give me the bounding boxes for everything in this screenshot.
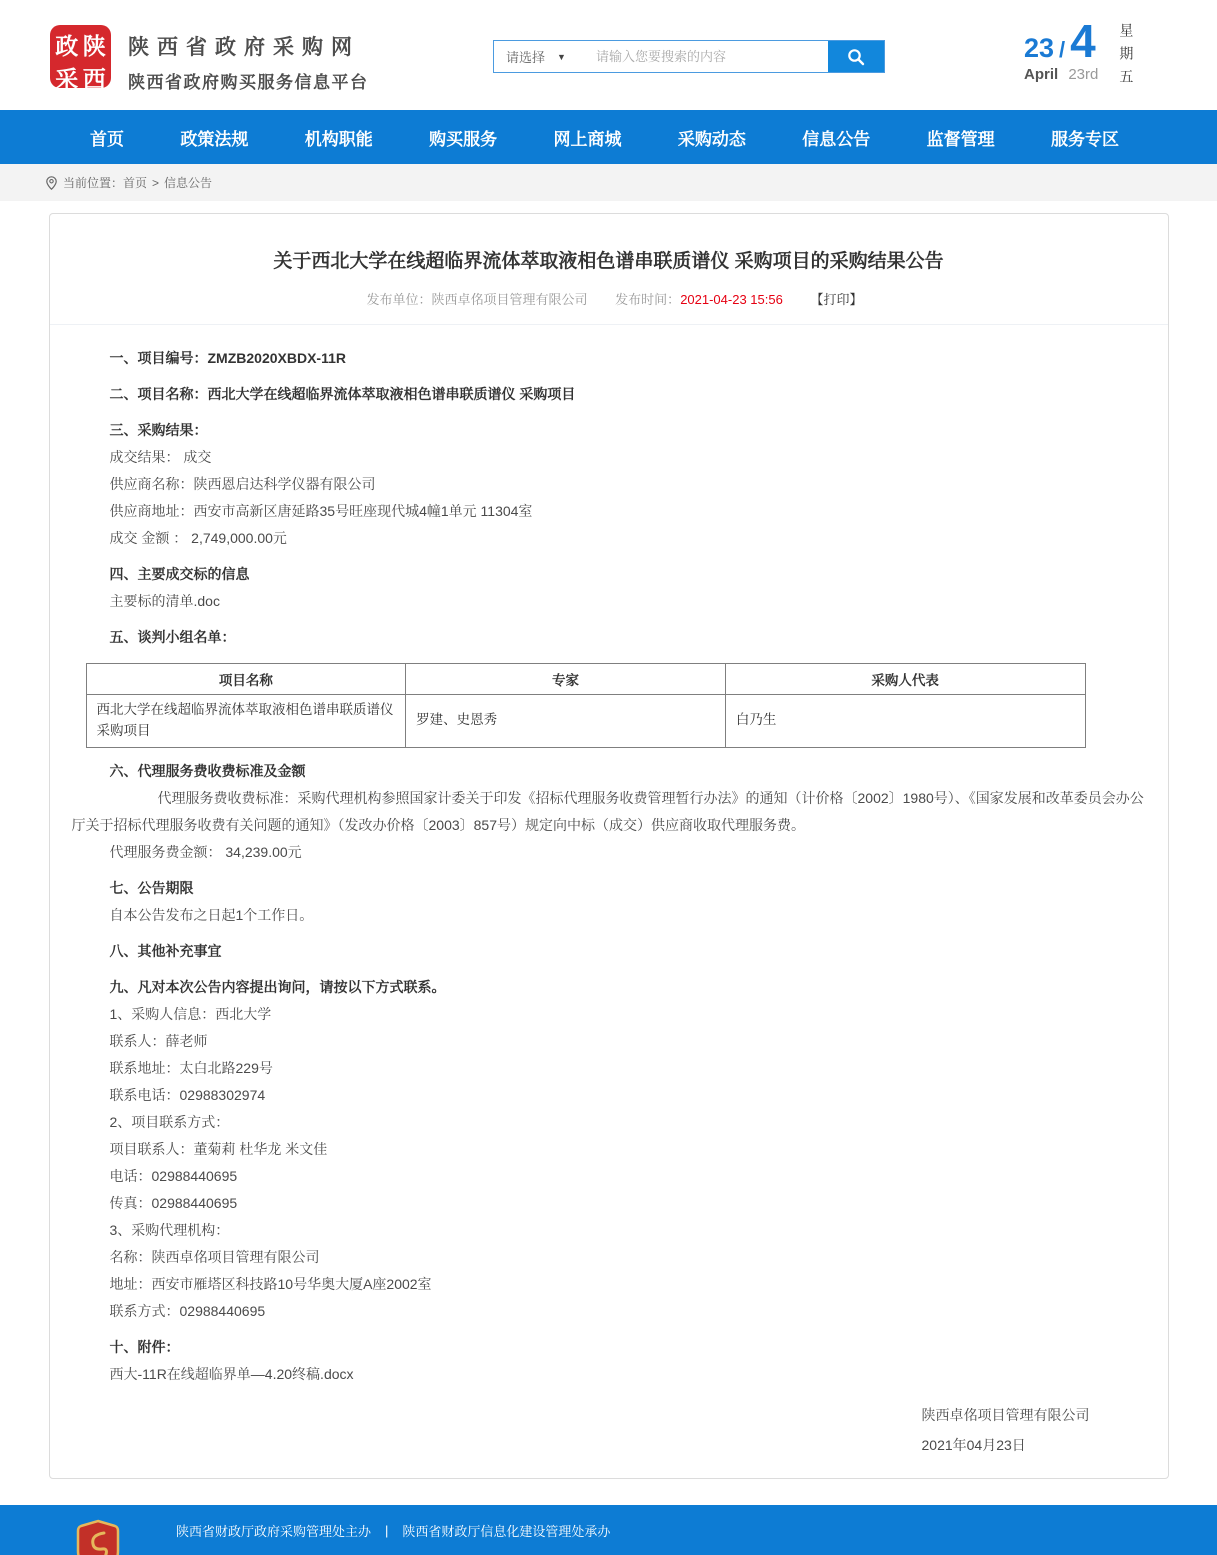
article-body <box>50 345 1168 1388</box>
nav-item-home[interactable]: 首页 <box>90 129 124 149</box>
site-logo[interactable] <box>50 25 111 92</box>
publish-time-value: 2021-04-23 15:56 <box>680 292 783 307</box>
contact-line: 联系方式：02988440695 <box>109 1302 266 1319</box>
contact-line: 联系人：薛老师 <box>109 1032 208 1049</box>
search-icon <box>847 48 865 66</box>
date-main <box>1024 15 1099 92</box>
footer-separator: | <box>385 1522 389 1538</box>
publish-time-label: 发布时间： <box>615 292 681 307</box>
site-footer <box>0 1505 1217 1555</box>
nav-item-functions[interactable]: 机构职能 <box>304 129 373 149</box>
main-content <box>0 213 1217 1479</box>
search-input[interactable] <box>588 41 828 72</box>
section-heading: 二、项目名称：西北大学在线超临界流体萃取液相色谱串联质谱仪 采购项目 <box>109 386 576 402</box>
table-header-experts: 专家 <box>406 664 726 695</box>
body-line: 自本公告发布之日起1个工作日。 <box>109 906 314 923</box>
nav-item-procurement-news[interactable]: 采购动态 <box>677 129 746 149</box>
site-subtitle: 陕西省政府购买服务信息平台 <box>128 73 369 92</box>
section-heading: 三、采购结果： <box>109 422 208 438</box>
attachment-link[interactable]: 主要标的清单.doc <box>109 593 220 609</box>
contact-line: 联系电话：02988302974 <box>109 1086 266 1103</box>
date-month: 4 <box>1070 15 1096 67</box>
chevron-down-icon: ▼ <box>557 51 566 62</box>
section-heading: 四、主要成交标的信息 <box>109 566 250 582</box>
contact-line: 1、采购人信息：西北大学 <box>109 1005 272 1022</box>
contact-line: 项目联系人：董菊莉 杜华龙 米文佳 <box>109 1140 328 1157</box>
nav-item-purchase-services[interactable]: 购买服务 <box>429 129 498 149</box>
search-bar <box>493 40 885 73</box>
section-heading: 七、公告期限 <box>109 879 194 896</box>
section-heading: 八、其他补充事宜 <box>109 942 222 959</box>
contact-line: 传真：02988440695 <box>109 1194 238 1211</box>
search-button[interactable] <box>828 41 884 72</box>
section-heading: 一、项目编号：ZMZB2020XBDX-11R <box>109 350 346 366</box>
site-titles <box>128 31 369 93</box>
nav-item-service-zone[interactable]: 服务专区 <box>1051 129 1119 149</box>
cell-purchaser-rep: 白乃生 <box>725 695 1085 748</box>
breadcrumb <box>0 164 1217 201</box>
print-button[interactable]: 【打印】 <box>810 292 863 307</box>
date-text <box>1024 66 1098 83</box>
body-line: 成交结果： 成交 <box>109 449 212 465</box>
article-meta <box>50 289 1168 325</box>
signature-date: 2021年04月23日 <box>921 1436 1026 1453</box>
footer-emblem <box>75 1519 121 1555</box>
site-header <box>0 0 1217 110</box>
nav-item-online-mall[interactable]: 网上商城 <box>553 129 622 149</box>
publisher <box>367 292 588 307</box>
contact-line: 联系地址：太白北路229号 <box>109 1059 273 1076</box>
main-nav <box>0 110 1217 164</box>
body-line: 供应商地址：西安市高新区唐延路35号旺座现代城4幢1单元 11304室 <box>109 503 533 519</box>
signature-block <box>922 1400 1090 1460</box>
section-heading: 六、代理服务费收费标准及金额 <box>109 762 306 779</box>
table-header-project-name: 项目名称 <box>86 664 406 695</box>
table-header-row <box>86 664 1085 695</box>
cell-experts: 罗建、史恩秀 <box>406 695 726 748</box>
body-line: 供应商名称：陕西恩启达科学仪器有限公司 <box>109 476 376 492</box>
publisher-label: 发布单位： <box>366 292 432 307</box>
footer-host: 陕西省财政厅政府采购管理处主办 <box>176 1523 372 1539</box>
table-row <box>86 695 1085 748</box>
cell-project-name: 西北大学在线超临界流体萃取液相色谱串联质谱仪 采购项目 <box>86 695 406 748</box>
contact-line: 地址：西安市雁塔区科技路10号华奥大厦A座2002室 <box>109 1275 432 1292</box>
fee-standard-paragraph: 代理服务费收费标准：采购代理机构参照国家计委关于印发《招标代理服务收费管理暂行办法》的通知（计价格〔2002〕1980号）、《国家发展和改革委员会办公厅关于招标代理服务收费有关问题的通知》（发改办价格〔2003〕857号）规定向中标（成交）供应商收取代理服务费。 <box>71 789 1144 833</box>
body-line: 成交 金额 ： 2,749,000.00元 <box>109 530 287 546</box>
logo-char: 政 <box>55 33 79 59</box>
contact-line: 2、项目联系方式： <box>109 1113 230 1130</box>
section-heading: 五、谈判小组名单： <box>109 629 236 645</box>
breadcrumb-current: 信息公告 <box>164 176 213 190</box>
nav-item-supervision[interactable]: 监督管理 <box>926 129 995 149</box>
logo-char: 西 <box>82 66 106 92</box>
footer-undertake: 陕西省财政厅信息化建设管理处承办 <box>402 1523 611 1539</box>
negotiation-group-table <box>86 663 1086 748</box>
announcement-card <box>49 213 1169 1479</box>
fee-amount-line: 代理服务费金额： 34,239.00元 <box>109 843 302 860</box>
logo-char: 陕 <box>82 33 106 59</box>
location-pin-icon <box>46 176 57 190</box>
footer-text <box>176 1505 610 1555</box>
logo-char: 采 <box>55 66 79 92</box>
breadcrumb-label: 当前位置： <box>63 176 124 190</box>
attachment-link[interactable]: 西大-11R在线超临界单—4.20终稿.docx <box>109 1365 354 1382</box>
contact-line: 3、采购代理机构： <box>109 1221 230 1238</box>
site-title: 陕西省政府采购网 <box>128 36 360 59</box>
date-widget <box>1024 15 1136 92</box>
date-weekday: 星期五 <box>1118 23 1135 92</box>
contact-line: 电话：02988440695 <box>109 1167 238 1184</box>
date-numeric <box>1024 15 1098 67</box>
search-category-select[interactable] <box>494 41 588 72</box>
date-day: 23 <box>1024 33 1055 63</box>
nav-item-announcements[interactable]: 信息公告 <box>802 129 871 149</box>
page-title: 关于西北大学在线超临界流体萃取液相色谱串联质谱仪 采购项目的采购结果公告 <box>273 251 944 272</box>
breadcrumb-home-link[interactable]: 首页 <box>123 176 148 190</box>
date-separator: / <box>1059 37 1066 62</box>
signature-company: 陕西卓佲项目管理有限公司 <box>921 1406 1090 1423</box>
publisher-value: 陕西卓佲项目管理有限公司 <box>431 292 588 307</box>
search-category-label: 请选择 <box>506 50 546 65</box>
breadcrumb-separator: > <box>152 175 160 190</box>
date-month-name: April <box>1024 66 1059 83</box>
nav-item-policies[interactable]: 政策法规 <box>180 129 249 149</box>
publish-time <box>615 292 783 307</box>
date-day-ordinal: 23rd <box>1068 66 1099 83</box>
section-heading: 十、附件： <box>109 1338 180 1355</box>
contact-line: 名称：陕西卓佲项目管理有限公司 <box>109 1248 320 1265</box>
section-heading: 九、凡对本次公告内容提出询问，请按以下方式联系。 <box>109 978 446 995</box>
table-header-purchaser-rep: 采购人代表 <box>725 664 1085 695</box>
